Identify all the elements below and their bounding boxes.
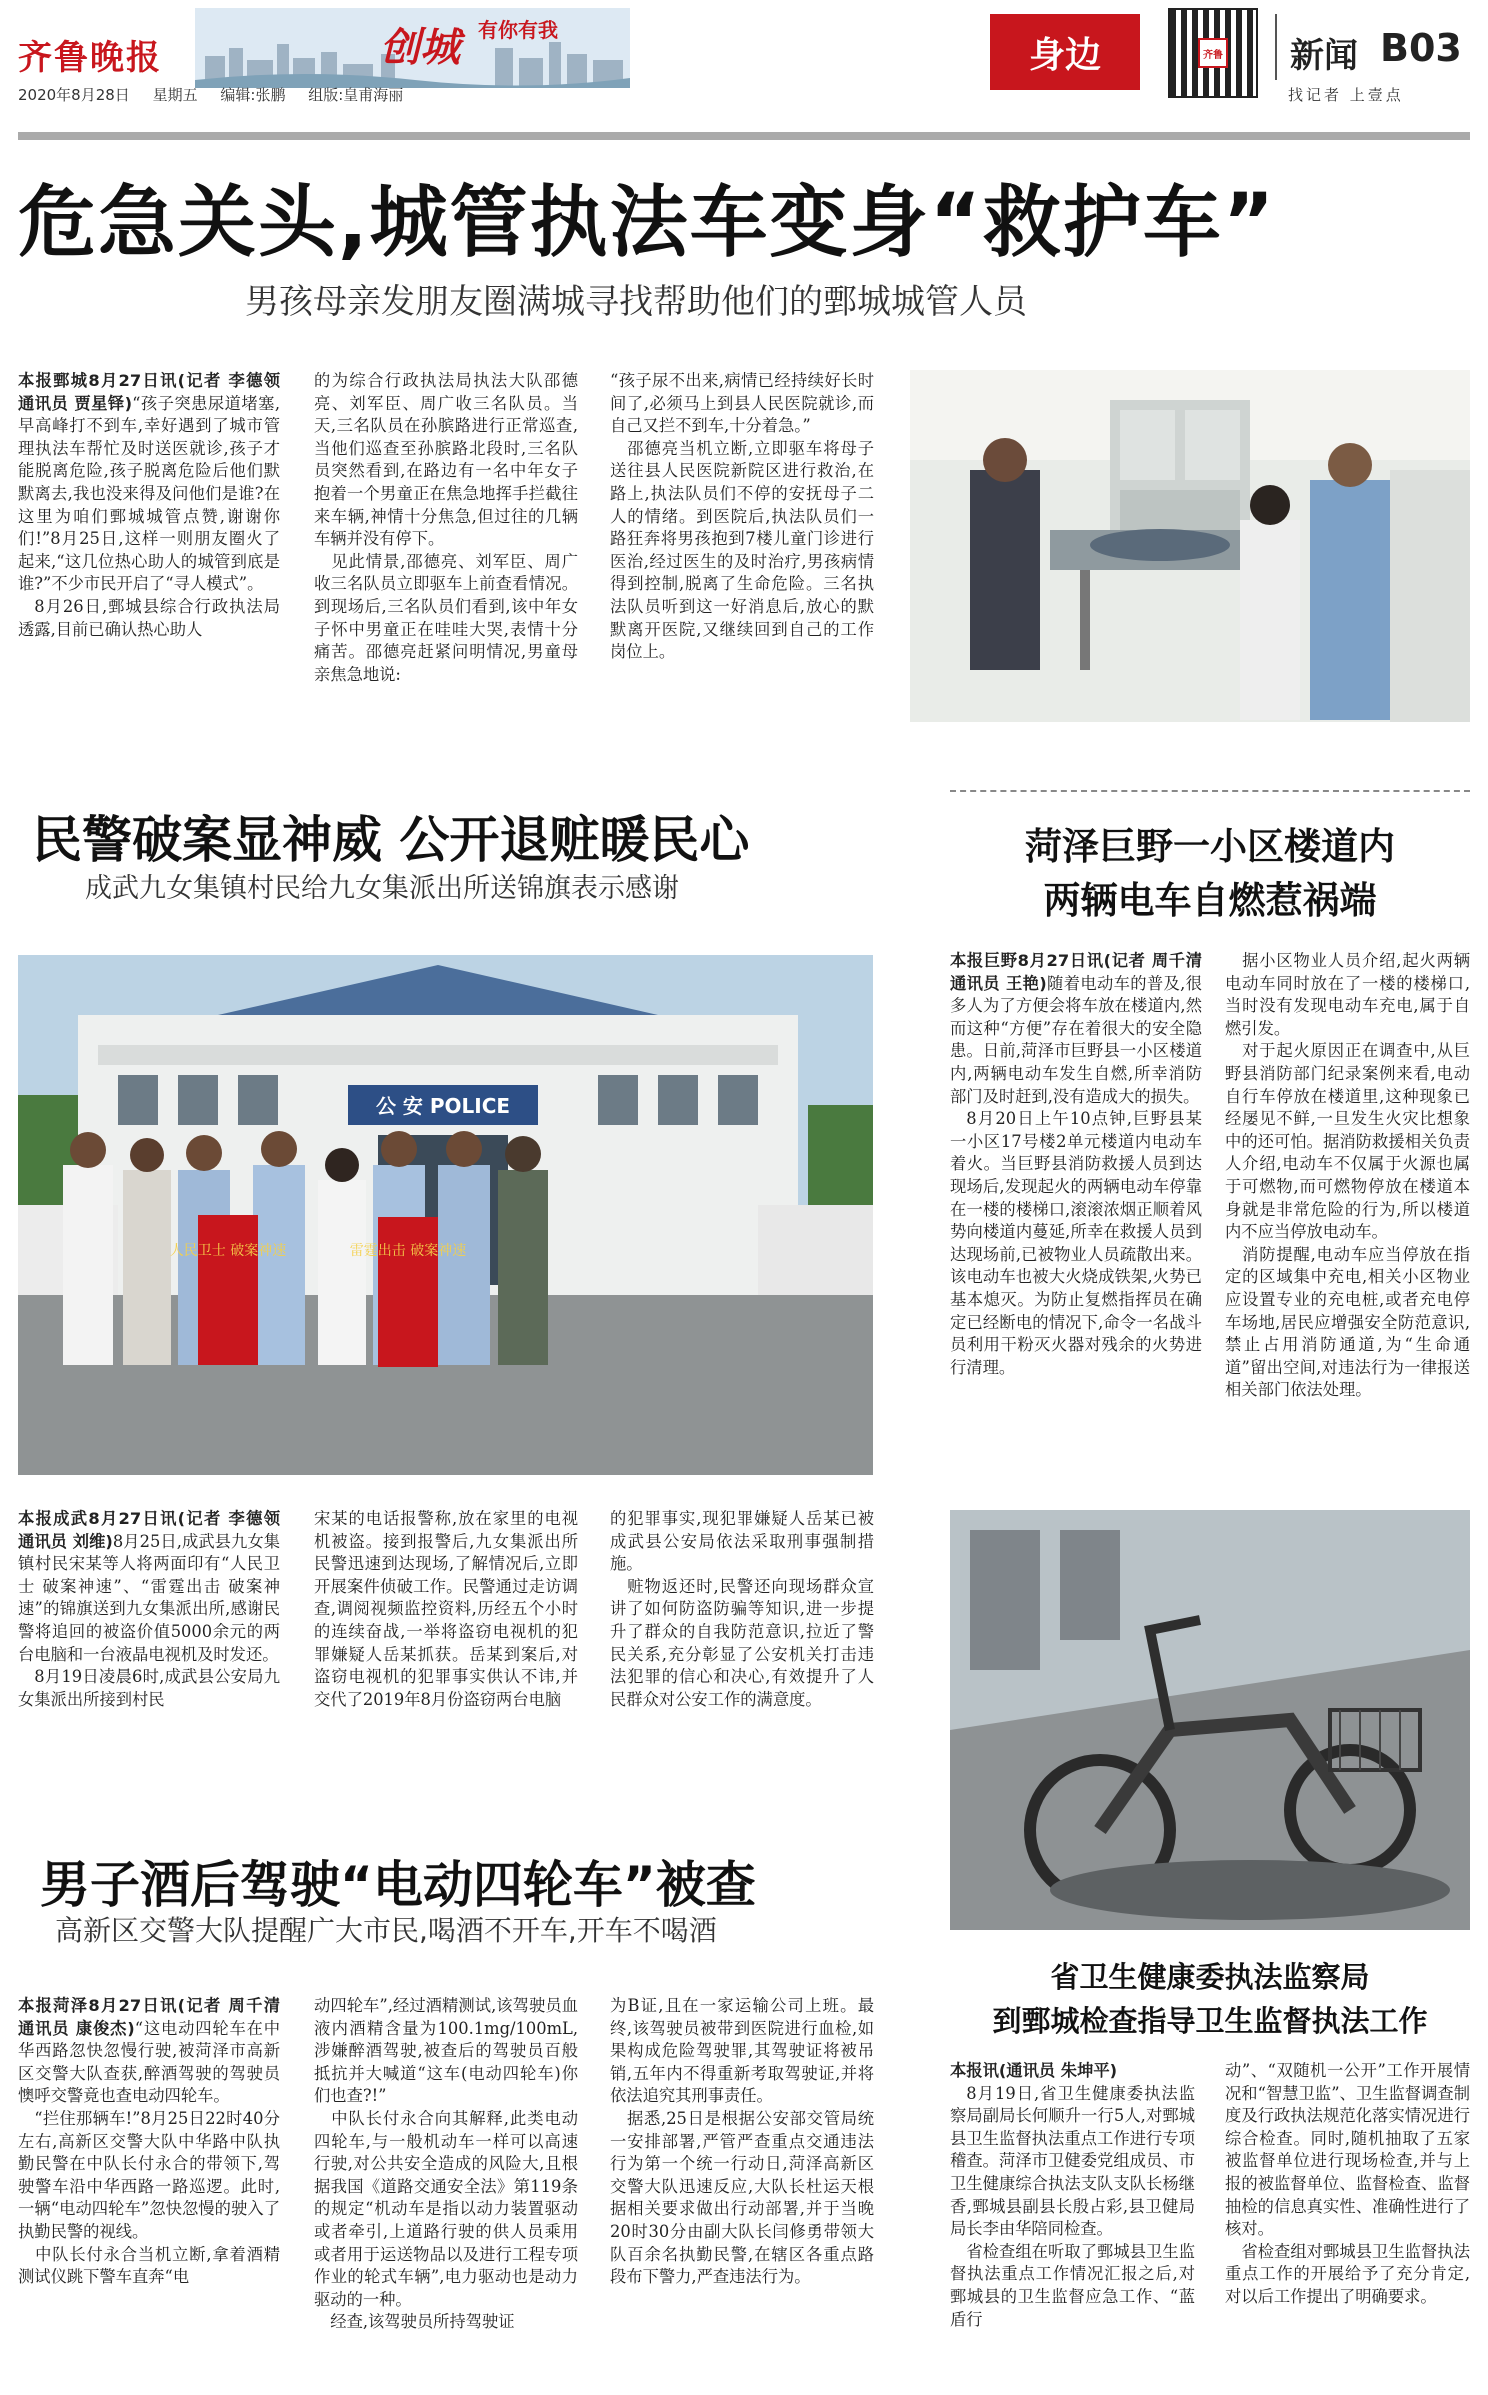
qr-badge: 齐鲁 — [1198, 38, 1228, 68]
police-sign: 公 安 POLICE — [375, 1094, 511, 1118]
banner-slogan: 创城 — [380, 24, 460, 71]
story3-col1: 本报巨野8月27日讯(记者 周千清 通讯员 王艳)随着电动车的普及,很多人为了方便会将车放在楼道内,然而这种“方便”存在着很大的安全隐患。日前,菏泽市巨野县一小区楼道内,两辆电动车发生自燃,所幸消防部门及时赶到,没有造成大的损失。 8月20日上午10点钟,巨野县某一小区17号楼2单元楼道内电动车着火。当巨野县消防救援人员到达现场后,发现起火的两辆电动车停靠在一楼的楼梯口,滚滚浓烟正顺着风势向楼道内蔓延,所幸在救援人员到达现场前,已被物业人员疏散出来。该电动车也被大火烧成铁架,火势已基本熄灭。为防止复燃指挥员在确定已经断电的情况下,命令一名战斗员利用干粉灭火器对残余的火势进行清理。 — [950, 951, 1202, 1377]
story1-col2: 的为综合行政执法局执法大队邵德亮、刘军臣、周广收三名队员。当天,三名队员在孙膑路进行正常巡查,当他们巡查至孙膑路北段时,三名队员突然看到,在路边有一名中年女子抱着一个男童正在焦急地挥手拦截往来车辆,神情十分焦急,但过往的几辆车辆并没有停下。 见此情景,邵德亮、刘军臣、周广收三名队员立即驱车上前查看情况。到现场后,三名队员们看到,该中年女子怀中男童正在哇哇大哭,表情十分痛苦。邵德亮赶紧问明情况,男童母亲焦急地说: — [314, 371, 578, 684]
section-divider — [950, 790, 1470, 792]
story1-subhead: 男孩母亲发朋友圈满城寻找帮助他们的鄄城城管人员 — [245, 282, 1027, 322]
story3-byline: 本报巨野8月27日讯(记者 周千清 通讯员 王艳) — [950, 951, 1202, 993]
masthead-divider — [1275, 14, 1277, 80]
banner-slogan2: 有你有我 — [478, 18, 558, 42]
reporter-line: 找记者 上壹点 — [1288, 86, 1404, 104]
qr-code-icon[interactable] — [1168, 8, 1258, 98]
burned-scooter-photo — [950, 1510, 1470, 1930]
issue-info — [18, 84, 421, 105]
story4-col1: 本报菏泽8月27日讯(记者 周千清 通讯员 康俊杰)“这电动四轮车在中华西路忽快忽慢行驶,被菏泽市高新区交警大队查获,醉酒驾驶的驾驶员懊呼交警竟也查电动四轮车。 “拦住那辆车!”8月25日22时40分左右,高新区交警大队中华路中队执勤民警在中队长付永合的带领下,驾驶警车沿中华西路一路巡逻。此时,一辆“电动四轮车”忽快忽慢的驶入了执勤民警的视线。 中队长付永合当机立断,拿着酒精测试仪跳下警车直奔“电 — [18, 1996, 280, 2287]
story2-byline: 本报成武8月27日讯(记者 李德领 通讯员 刘维) — [18, 1509, 280, 1551]
top-rule — [18, 132, 1470, 140]
story1-byline: 本报鄄城8月27日讯(记者 李德领 通讯员 贾星铎) — [18, 371, 280, 413]
story5-headline: 省卫生健康委执法监察局 到鄄城检查指导卫生监督执法工作 — [992, 1960, 1428, 2038]
banner1-text: 人民卫士 破案神速 — [169, 1243, 287, 1259]
story2-col3: 的犯罪事实,现犯罪嫌疑人岳某已被成武县公安局依法采取刑事强制措施。 赃物返还时,民警还向现场群众宣讲了如何防盗防骗等知识,进一步提升了群众的自我防范意识,拉近了警民关系,充分彰显了公安机关打击违法犯罪的信心和决心,有效提升了人民群众对公安工作的满意度。 — [610, 1509, 874, 1709]
story2-col1: 本报成武8月27日讯(记者 李德领 通讯员 刘维)8月25日,成武县九女集镇村民宋某等人将两面印有“人民卫士 破案神速”、“雷霆出击 破案神速”的锦旗送到九女集派出所,感谢民警将追回的被盗价值5000余元的两台电脑和一台液晶电视机及时发还。 8月19日凌晨6时,成武县公安局九女集派出所接到村民 — [18, 1509, 280, 1709]
issue-date: 2020年8月28日 — [18, 86, 130, 104]
story2-headline: 民警破案显神威 公开退赃暖民心 — [32, 811, 750, 869]
story4-subhead: 高新区交警大队提醒广大市民,喝酒不开车,开车不喝酒 — [55, 1914, 717, 1947]
story2-col2: 宋某的电话报警称,放在家里的电视机被盗。接到报警后,九女集派出所民警迅速到达现场,了解情况后,立即开展案件侦破工作。民警通过走访调查,调阅视频监控资料,历经五个小时的连续奋战,一举将盗窃电视机的犯罪嫌疑人岳某抓获。岳某到案后,对盗窃电视机的犯罪事实供认不讳,并交代了2019年8月份盗窃两台电脑 — [314, 1509, 578, 1709]
story4-col2: 动四轮车”,经过酒精测试,该驾驶员血液内酒精含量为100.1mg/100mL,涉嫌醉酒驾驶,被查后的驾驶员百般抵抗并大喊道“这车(电动四轮车)你们也查?!” 中队长付永合向其解释,此类电动四轮车,与一般机动车一样可以高速行驶,对公共安全造成的风险大,且根据我国《道路交通安全法》第119条的规定“机动车是指以动力装置驱动或者牵引,上道路行驶的供人员乘用或者用于运送物品以及进行工程专项作业的轮式车辆”,电力驱动也是动力驱动的一种。 经查,该驾驶员所持驾驶证 — [314, 1996, 578, 2332]
story5-col2: 动”、“双随机一公开”工作开展情况和“智慧卫监”、卫生监督调查制度及行政执法规范化落实情况进行综合检查。同时,随机抽取了五家被监督单位进行现场检查,并与上报的被监督单位、监督检查、监督抽检的信息真实性、准确性进行了核对。 省检查组对鄄城县卫生监督执法重点工作的开展给予了充分肯定,对以后工作提出了明确要求。 — [1225, 2061, 1470, 2306]
hospital-photo — [910, 370, 1470, 722]
story3-headline: 菏泽巨野一小区楼道内 两辆电车自燃惹祸端 — [1025, 825, 1395, 922]
story3-col2: 据小区物业人员介绍,起火两辆电动车同时放在了一楼的楼梯口,当时没有发现电动车充电,属于自燃引发。 对于起火原因正在调查中,从巨野县消防部门纪录案例来看,电动自行车停放在楼道里,这种现象已经屡见不鲜,一旦发生火灾比想象中的还可怕。据消防救援相关负责人介绍,电动车不仅属于火源也属于可燃物,而可燃物停放在楼道本身就是非常危险的行为,所以楼道内不应当停放电动车。 消防提醒,电动车应当停放在指定的区域集中充电,相关小区物业应设置专业的充电桩,或者充电停车场地,居民应增强安全防范意识,禁止占用消防通道,为“生命通道”留出空间,对违法行为一律报送相关部门依法处理。 — [1225, 951, 1470, 1400]
issue-layout: 组版:皇甫海丽 — [308, 86, 404, 104]
page-number: B03 — [1380, 26, 1462, 70]
story4-headline: 男子酒后驾驶“电动四轮车”被查 — [40, 1856, 756, 1914]
issue-editor: 编辑:张鹏 — [220, 86, 286, 104]
police-station-photo — [18, 955, 873, 1475]
story4-byline: 本报菏泽8月27日讯(记者 周千清 通讯员 康俊杰) — [18, 1996, 280, 2038]
story1-col1: 本报鄄城8月27日讯(记者 李德领 通讯员 贾星铎)“孩子突患尿道堵塞,早高峰打不到车,幸好遇到了城市管理执法车帮忙及时送医就诊,孩子才能脱离危险,孩子脱离危险后他们默默离去,我也没来得及问他们是谁?在这里为咱们鄄城城管点赞,谢谢你们!”8月25日,这样一则朋友圈火了起来,“这几位热心助人的城管到底是谁?”不少市民开启了“寻人模式”。 8月26日,鄄城县综合行政执法局透露,目前已确认热心助人 — [18, 371, 280, 639]
story5-col1: 本报讯(通讯员 朱坤平) 8月19日,省卫生健康委执法监察局副局长何顺升一行5人,对鄄城县卫生监督执法重点工作进行专项稽查。菏泽市卫健委党组成员、市卫生健康综合执法支队支队长杨继香,鄄城县副县长殷占彩,县卫健局局长李由华陪同检查。 省检查组在听取了鄄城县卫生监督执法重点工作情况汇报之后,对鄄城县的卫生监督应急工作、“蓝盾行 — [950, 2061, 1195, 2329]
banner2-text: 雷霆出击 破案神速 — [349, 1243, 467, 1259]
story1-headline: 危急关头,城管执法车变身“救护车” — [18, 178, 1277, 268]
story1-col3: “孩子尿不出来,病情已经持续好长时间了,必须马上到县人民医院就诊,而自己又拦不到车,十分着急。” 邵德亮当机立断,立即驱车将母子送往县人民医院新院区进行救治,在路上,执法队员们不停的安抚母子二人的情绪。到医院后,执法队员们一路狂奔将男孩抱到7楼儿童门诊进行医治,经过医生的及时治疗,男孩病情得到控制,脱离了生命危险。三名执法队员听到这一好消息后,放心的默默离开医院,又继续回到自己的工作岗位上。 — [610, 371, 874, 662]
story4-col3: 为B证,且在一家运输公司上班。最终,该驾驶员被带到医院进行血检,如果构成危险驾驶罪,其驾驶证将被吊销,五年内不得重新考取驾驶证,并将依法追究其刑事责任。 据悉,25日是根据公安部交管局统一安排部署,严管严查重点交通违法行为第一个统一行动日,菏泽高新区交警大队迅速反应,大队长杜运天根据相关要求做出行动部署,并于当晚20时30分由副大队长闫修勇带领大队百余名执勤民警,在辖区各重点路段布下警力,严查违法行为。 — [610, 1996, 874, 2287]
paper-logo: 齐鲁晚报 — [18, 38, 162, 78]
issue-weekday: 星期五 — [152, 86, 198, 104]
story5-byline: 本报讯(通讯员 朱坤平) — [950, 2061, 1118, 2080]
column-tab: 身边 — [990, 14, 1140, 90]
section-name: 新闻 — [1290, 36, 1358, 76]
story2-subhead: 成武九女集镇村民给九女集派出所送锦旗表示感谢 — [85, 873, 679, 904]
